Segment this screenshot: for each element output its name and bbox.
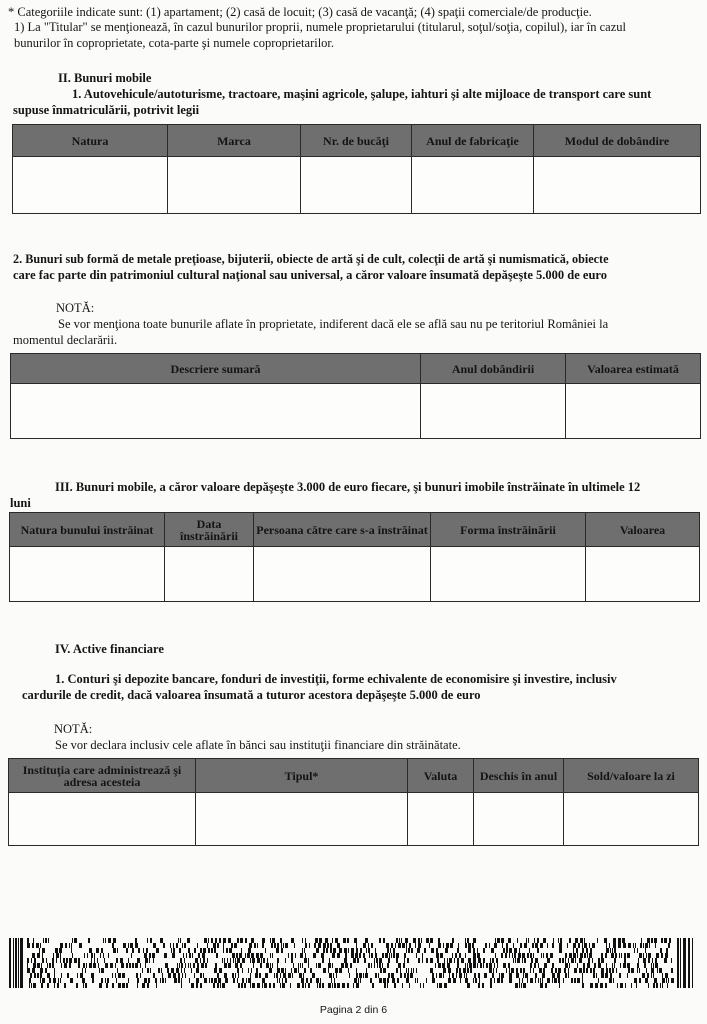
nota-label-ii: NOTĂ: (56, 301, 95, 315)
alienated-cell[interactable] (431, 547, 586, 602)
vehicles-col-marca: Marca (168, 125, 301, 157)
vehicles-col-modul-dobandire: Modul de dobândire (534, 125, 701, 157)
section-iii-title-line1: III. Bunuri mobile, a căror valoare depăşeşte 3.000 de euro fiecare, şi bunuri imobile înstrăinate în ultimele 12 (55, 480, 641, 494)
accounts-cell[interactable] (564, 793, 699, 846)
bank-accounts-table (8, 758, 699, 846)
vehicles-col-natura: Natura (13, 125, 168, 157)
nota-iv-line1: Se vor declara inclusiv cele aflate în bănci sau instituţii financiare din străinătate. (55, 738, 461, 752)
alienated-col-natura: Natura bunului înstrăinat (10, 513, 165, 547)
accounts-cell[interactable] (474, 793, 564, 846)
nota-label-iv: NOTĂ: (54, 722, 93, 736)
accounts-col-deschis: Deschis în anul (474, 759, 564, 793)
alienated-col-valoarea: Valoarea (586, 513, 700, 547)
accounts-col-tipul: Tipul* (196, 759, 408, 793)
section-iv-title: IV. Active financiare (55, 642, 164, 656)
accounts-cell[interactable] (408, 793, 474, 846)
vehicles-heading-line1: 1. Autovehicule/autoturisme, tractoare, maşini agricole, şalupe, iahturi şi alte mijloace de transport care sunt (72, 87, 652, 101)
section-iii-title-line2: luni (10, 496, 31, 510)
vehicles-table (12, 124, 701, 214)
nota-ii-line1: Se vor menţiona toate bunurile aflate în proprietate, indiferent dacă ele se află sau nu pe teritoriul României la (58, 317, 609, 331)
accounts-cell[interactable] (9, 793, 196, 846)
alienated-cell[interactable] (165, 547, 254, 602)
valuables-heading-line2: care fac parte din patrimoniul cultural naţional sau universal, a căror valoare însumată depăşeşte 5.000 de euro (13, 268, 607, 282)
alienated-col-data: Data înstrăinării (165, 513, 254, 547)
titular-note-line1: 1) La "Titular" se menţionează, în cazul bunurilor proprii, numele proprietarului (titularul, soţul/soţia, copilul), iar în cazul (14, 20, 627, 34)
vehicles-col-anul-fabricatie: Anul de fabricaţie (412, 125, 534, 157)
valuables-heading-line1: 2. Bunuri sub formă de metale preţioase, bijuterii, obiecte de artă şi de cult, colecţii de artă şi numismatică, obiecte (13, 252, 609, 266)
categories-note: * Categoriile indicate sunt: (1) apartament; (2) casă de locuit; (3) casă de vacanţă; (4) spaţii comerciale/de producţie. (8, 5, 592, 19)
accounts-heading-line2: cardurile de credit, dacă valoarea însumată a tuturor acestora depăşeşte 5.000 de euro (22, 688, 481, 702)
alienated-col-forma: Forma înstrăinării (431, 513, 586, 547)
accounts-col-institutia: Instituţia care administrează şi adresa acesteia (9, 759, 196, 793)
page-number: Pagina 2 din 6 (319, 1004, 388, 1016)
vehicles-cell[interactable] (534, 157, 701, 214)
accounts-heading-line1: 1. Conturi şi depozite bancare, fonduri de investiţii, forme echivalente de economisire şi investire, inclusiv (55, 672, 617, 686)
titular-note-line2: bunurilor în coproprietate, cota-parte şi numele coproprietarilor. (14, 36, 335, 50)
valuables-table (10, 353, 701, 439)
vehicles-cell[interactable] (412, 157, 534, 214)
valuables-cell[interactable] (421, 384, 566, 439)
alienated-cell[interactable] (586, 547, 700, 602)
vehicles-cell[interactable] (13, 157, 168, 214)
alienated-goods-table (9, 512, 700, 602)
nota-ii-line2: momentul declarării. (13, 333, 118, 347)
valuables-col-descriere: Descriere sumară (11, 354, 421, 384)
vehicles-cell[interactable] (301, 157, 412, 214)
vehicles-col-nr-bucati: Nr. de bucăţi (301, 125, 412, 157)
vehicles-heading-line2: supuse înmatriculării, potrivit legii (13, 103, 200, 117)
valuables-cell[interactable] (566, 384, 701, 439)
valuables-col-anul: Anul dobândirii (421, 354, 566, 384)
barcode (9, 938, 697, 988)
accounts-cell[interactable] (196, 793, 408, 846)
accounts-col-valuta: Valuta (408, 759, 474, 793)
valuables-col-valoarea: Valoarea estimată (566, 354, 701, 384)
alienated-cell[interactable] (10, 547, 165, 602)
valuables-cell[interactable] (11, 384, 421, 439)
accounts-col-sold: Sold/valoare la zi (564, 759, 699, 793)
section-ii-title: II. Bunuri mobile (58, 71, 152, 85)
alienated-col-persoana: Persoana către care s-a înstrăinat (254, 513, 431, 547)
vehicles-cell[interactable] (168, 157, 301, 214)
alienated-cell[interactable] (254, 547, 431, 602)
